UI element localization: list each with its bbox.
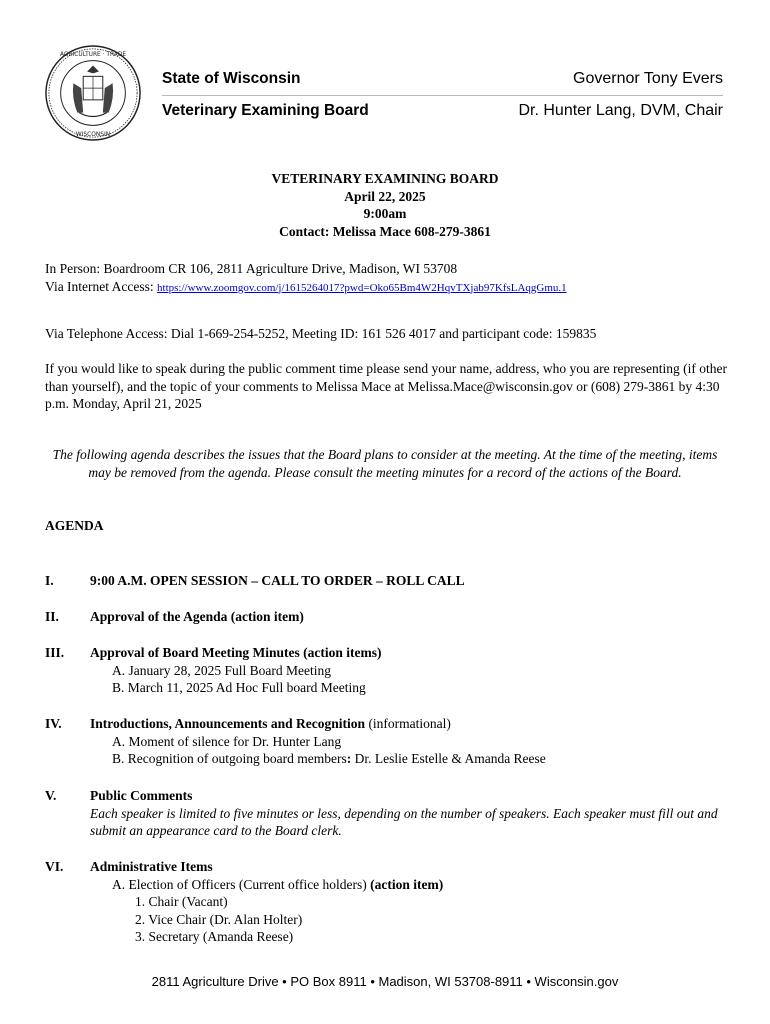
agenda-subitem: B. March 11, 2025 Ad Hoc Full board Meeting xyxy=(112,680,366,695)
svg-text:WISCONSIN: WISCONSIN xyxy=(75,132,111,139)
agenda-subitem-action: (action item) xyxy=(370,876,444,892)
agenda-subitem-colon: : xyxy=(346,751,352,766)
state-name: State of Wisconsin xyxy=(162,70,301,87)
agenda-disclaimer: The following agenda describes the issues that the Board plans to consider at the meeting. At the time of the meeting, items may be removed from the agenda. Please consult the meeting minutes for a record of the actions of the Board. xyxy=(52,447,718,480)
internet-access-label: Via Internet Access: xyxy=(45,278,154,294)
agenda-item-number: III. xyxy=(45,645,65,660)
board-name: Veterinary Examining Board xyxy=(162,102,369,119)
public-comment-instructions: If you would like to speak during the public comment time please send your name, address, who you are representing (if other than yourself), and the topic of your comments to Melissa Mace at Melissa.Mace@wisconsin.gov or (608) 279-3861 by 4:30 p.m. Monday, April 21, 2025 xyxy=(45,361,727,411)
agenda-subsubitem: 2. Vice Chair (Dr. Alan Holter) xyxy=(135,911,303,927)
meeting-time: 9:00am xyxy=(363,206,407,221)
meeting-title-block xyxy=(0,170,770,240)
agenda-item-v xyxy=(45,787,735,840)
agenda-item-title: 9:00 A.M. OPEN SESSION – CALL TO ORDER – ROLL CALL xyxy=(90,573,465,588)
agenda-item-i xyxy=(45,572,735,590)
agenda-item-title: Public Comments xyxy=(90,788,193,803)
agenda-item-number: IV. xyxy=(45,716,62,731)
agenda-heading: AGENDA xyxy=(45,518,104,533)
agenda-item-number: II. xyxy=(45,609,59,624)
agenda-subitem: A. Moment of silence for Dr. Hunter Lang xyxy=(112,733,342,749)
agenda-item-title: Approval of Board Meeting Minutes (action items) xyxy=(90,645,382,660)
zoom-link[interactable]: https://www.zoomgov.com/j/1615264017?pwd=Oko65Bm4W2HqvTXjab97KfsLAqgGmu.1 xyxy=(157,281,567,294)
in-person-location: In Person: Boardroom CR 106, 2811 Agriculture Drive, Madison, WI 53708 xyxy=(45,261,458,276)
agenda-subitem xyxy=(112,876,735,894)
header-divider xyxy=(162,95,723,96)
agenda-subitem-names: Dr. Leslie Estelle & Amanda Reese xyxy=(351,751,546,766)
agenda-subitem xyxy=(112,750,735,768)
meeting-contact: Contact: Melissa Mace 608-279-3861 xyxy=(279,223,491,239)
agenda-item-iv xyxy=(45,715,735,768)
agenda-item-note: Each speaker is limited to five minutes or less, depending on the number of speakers. Each speaker must fill out and submit an appearance card to the Board clerk. xyxy=(90,805,718,838)
agenda-item-title: Administrative Items xyxy=(90,859,213,874)
agenda-item-note: (informational) xyxy=(365,716,451,731)
agenda-subitem-text: A. Election of Officers (Current office holders) xyxy=(112,876,371,892)
agenda-item-title: Introductions, Announcements and Recognition xyxy=(90,716,366,731)
agenda-subsubitem: 3. Secretary (Amanda Reese) xyxy=(135,929,294,944)
agenda-item-iii xyxy=(45,644,735,697)
telephone-access: Via Telephone Access: Dial 1-669-254-5252, Meeting ID: 161 526 4017 and participant code: 159835 xyxy=(45,326,597,341)
agenda-item-number: I. xyxy=(45,573,54,588)
agenda-item-number: V. xyxy=(45,788,57,803)
agenda-item-vi xyxy=(45,858,735,946)
agenda-item-title: Approval of the Agenda (action item) xyxy=(90,609,304,624)
department-seal-logo xyxy=(44,44,142,142)
agenda-subitem: A. January 28, 2025 Full Board Meeting xyxy=(112,662,331,678)
governor-name: Governor Tony Evers xyxy=(573,70,723,87)
agenda-subsubitem: 1. Chair (Vacant) xyxy=(135,894,228,909)
internet-access xyxy=(45,278,735,298)
agenda-subitem-text: B. Recognition of outgoing board members xyxy=(112,751,347,766)
chair-name: Dr. Hunter Lang, DVM, Chair xyxy=(518,102,723,119)
page-footer-address: 2811 Agriculture Drive • PO Box 8911 • Madison, WI 53708-8911 • Wisconsin.gov xyxy=(151,974,619,989)
svg-text:AGRICULTURE · TRADE: AGRICULTURE · TRADE xyxy=(59,51,127,58)
meeting-board-title: VETERINARY EXAMINING BOARD xyxy=(271,171,499,186)
access-info xyxy=(45,260,735,297)
agenda-item-ii xyxy=(45,608,735,626)
meeting-date: April 22, 2025 xyxy=(344,188,426,204)
agenda-item-number: VI. xyxy=(45,859,64,874)
